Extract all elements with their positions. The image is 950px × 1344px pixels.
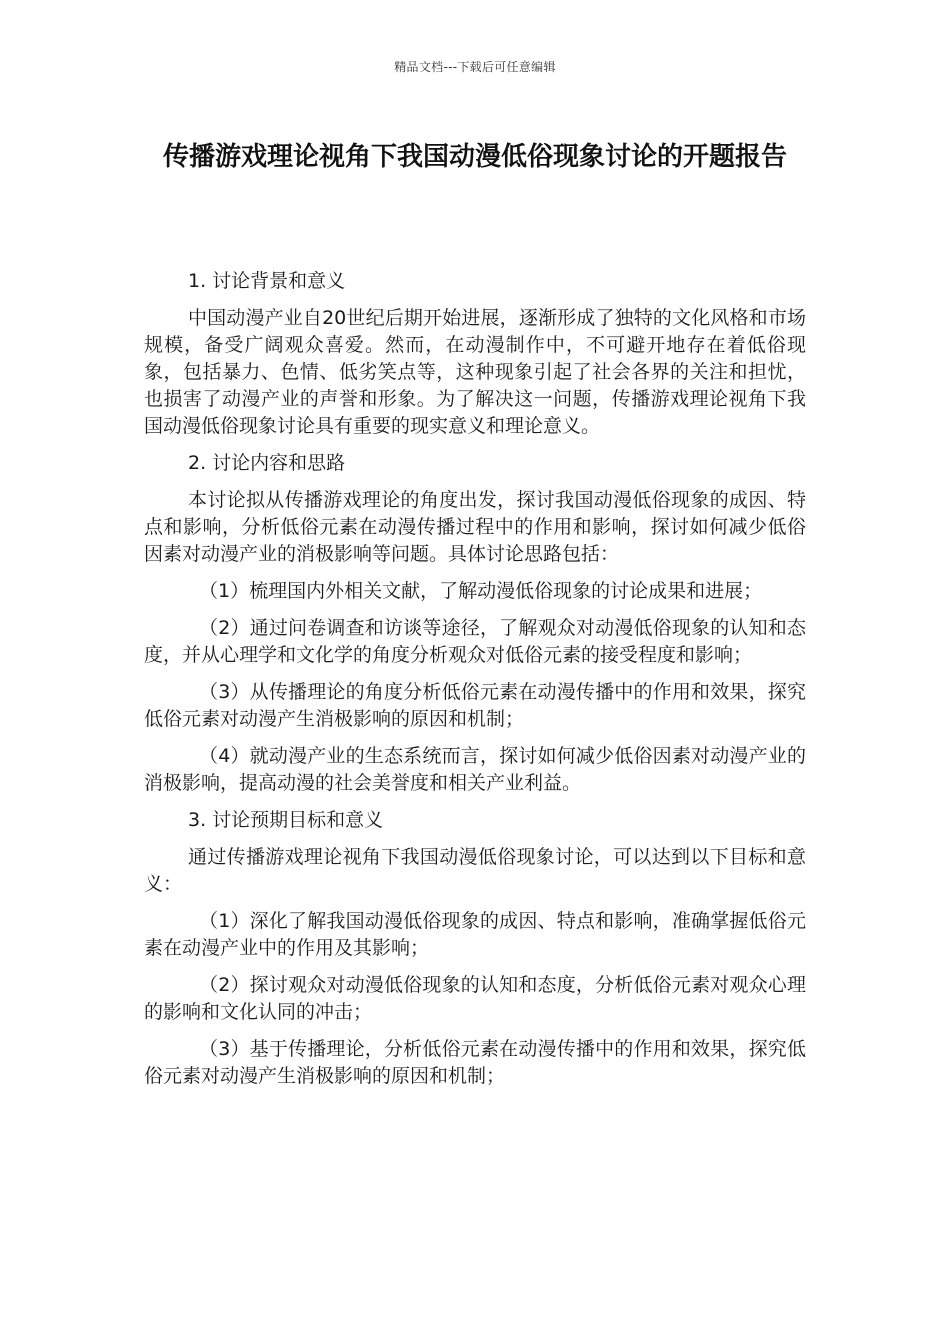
list-item: （1）梳理国内外相关文献，了解动漫低俗现象的讨论成果和进展； — [199, 580, 763, 602]
document-title: 传播游戏理论视角下我国动漫低俗现象讨论的开题报告 — [162, 142, 787, 172]
section-heading-content: 2. 讨论内容和思路 — [188, 452, 346, 474]
paragraph-content: 本讨论拟从传播游戏理论的角度出发，探讨我国动漫低俗现象的成因、特点和影响，分析低俗元素在动漫传播过程中的作用和影响，探讨如何减少低俗因素对动漫产业的消极影响等问题。具体讨论思路包括： — [144, 489, 806, 565]
list-item: （4）就动漫产业的生态系统而言，探讨如何减少低俗因素对动漫产业的消极影响，提高动漫的社会美誉度和相关产业利益。 — [144, 745, 806, 794]
document-body — [144, 268, 806, 1100]
list-item: （2）通过问卷调查和访谈等途径，了解观众对动漫低俗现象的认知和态度，并从心理学和文化学的角度分析观众对低俗元素的接受程度和影响； — [144, 617, 806, 666]
paragraph-background: 中国动漫产业自20世纪后期开始进展，逐渐形成了独特的文化风格和市场规模，备受广阔观众喜爱。然而，在动漫制作中，不可避开地存在着低俗现象，包括暴力、色情、低劣笑点等，这种现象引起了社会各界的关注和担忧，也损害了动漫产业的声誉和形象。为了解决这一问题，传播游戏理论视角下我国动漫低俗现象讨论具有重要的现实意义和理论意义。 — [144, 307, 806, 437]
list-item: （1）深化了解我国动漫低俗现象的成因、特点和影响，准确掌握低俗元素在动漫产业中的作用及其影响； — [144, 910, 806, 959]
section-heading-goals: 3. 讨论预期目标和意义 — [188, 809, 384, 831]
section-heading-background: 1. 讨论背景和意义 — [188, 270, 346, 292]
header-note: 精品文档---下载后可任意编辑 — [394, 60, 556, 74]
list-item: （3）从传播理论的角度分析低俗元素在动漫传播中的作用和效果，探究低俗元素对动漫产生消极影响的原因和机制； — [144, 681, 806, 730]
list-item: （3）基于传播理论，分析低俗元素在动漫传播中的作用和效果，探究低俗元素对动漫产生消极影响的原因和机制； — [144, 1038, 806, 1087]
paragraph-goals: 通过传播游戏理论视角下我国动漫低俗现象讨论，可以达到以下目标和意义： — [144, 846, 806, 895]
list-item: （2）探讨观众对动漫低俗现象的认知和态度，分析低俗元素对观众心理的影响和文化认同的冲击； — [144, 974, 806, 1023]
